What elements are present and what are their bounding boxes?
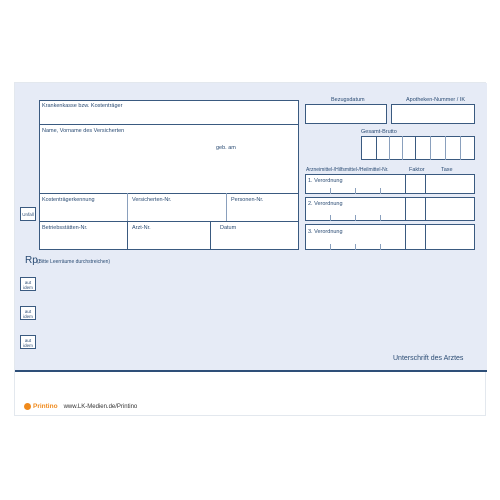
personen-nr-label: Personen-Nr. [231, 197, 264, 203]
brutto-sep-1 [376, 136, 377, 160]
patient-col-4 [210, 221, 211, 250]
brutto-sep-6 [445, 136, 446, 160]
row1-sep-1 [405, 174, 406, 194]
gesamt-brutto-field[interactable] [361, 136, 475, 160]
aut-idem-checkbox-2[interactable]: aut idem [20, 306, 36, 320]
apotheken-nummer-label: Apotheken-Nummer / IK [406, 97, 465, 103]
row3-sep-3 [330, 244, 331, 250]
row2-sep-5 [380, 215, 381, 221]
patient-col-2 [226, 193, 227, 221]
row1-sep-3 [330, 188, 331, 194]
row2-sep-3 [330, 215, 331, 221]
row2-sep-4 [355, 215, 356, 221]
bottom-rule [15, 370, 487, 372]
bezugsdatum-field[interactable] [305, 104, 387, 124]
footer [24, 403, 137, 410]
row3-sep-2 [425, 224, 426, 250]
brutto-sep-2 [389, 136, 390, 160]
aut-idem-checkbox-3[interactable]: aut idem [20, 335, 36, 349]
apotheken-nummer-field[interactable] [391, 104, 475, 124]
row1-sep-4 [355, 188, 356, 194]
krankenkasse-label: Krankenkasse bzw. Kostenträger [42, 103, 123, 109]
row1-sep-5 [380, 188, 381, 194]
unfall-checkbox[interactable]: Unfall [20, 207, 36, 221]
patient-col-3 [127, 221, 128, 250]
faktor-label: Faktor [409, 167, 425, 173]
bezugsdatum-label: Bezugsdatum [331, 97, 365, 103]
printino-logo-icon [24, 403, 31, 410]
gesamt-brutto-label: Gesamt-Brutto [361, 129, 397, 135]
row3-sep-5 [380, 244, 381, 250]
patient-divider-2 [39, 193, 299, 194]
row1-sep-2 [425, 174, 426, 194]
verordnung-1-label: 1. Verordnung [308, 178, 343, 184]
patient-divider-3 [39, 221, 299, 222]
aut-idem-checkbox-1[interactable]: aut idem [20, 277, 36, 291]
brutto-sep-4 [415, 136, 416, 160]
rp-note: (Bitte Leerräume durchstreichen) [37, 259, 111, 265]
taxe-label: Taxe [441, 167, 453, 173]
verordnung-2-label: 2. Verordnung [308, 201, 343, 207]
row3-sep-4 [355, 244, 356, 250]
geb-label: geb. am [216, 145, 236, 151]
signature-label: Unterschrift des Arztes [393, 355, 464, 362]
arzneimittel-label: Arzneimittel-/Hilfsmittel-/Heilmittel-Nr. [306, 167, 389, 173]
rp-label: Rp. [25, 255, 41, 266]
brutto-sep-3 [402, 136, 403, 160]
brutto-sep-5 [430, 136, 431, 160]
datum-label: Datum [220, 225, 237, 231]
row2-sep-1 [405, 197, 406, 221]
brutto-sep-7 [460, 136, 461, 160]
arzt-nr-label: Arzt-Nr. [132, 225, 151, 231]
patient-divider-1 [39, 124, 299, 125]
row2-sep-2 [425, 197, 426, 221]
versicherten-nr-label: Versicherten-Nr. [132, 197, 172, 203]
patient-col-1 [127, 193, 128, 221]
row3-sep-1 [405, 224, 406, 250]
footer-url[interactable]: www.LK-Medien.de/Printino [63, 403, 138, 410]
name-label: Name, Vorname des Versicherten [42, 128, 125, 134]
brand-name: Printino [33, 403, 58, 410]
kostentraegerkennung-label: Kostenträgerkennung [42, 197, 95, 203]
verordnung-3-label: 3. Verordnung [308, 229, 343, 235]
betriebsstaetten-nr-label: Betriebsstätten-Nr. [42, 225, 88, 231]
